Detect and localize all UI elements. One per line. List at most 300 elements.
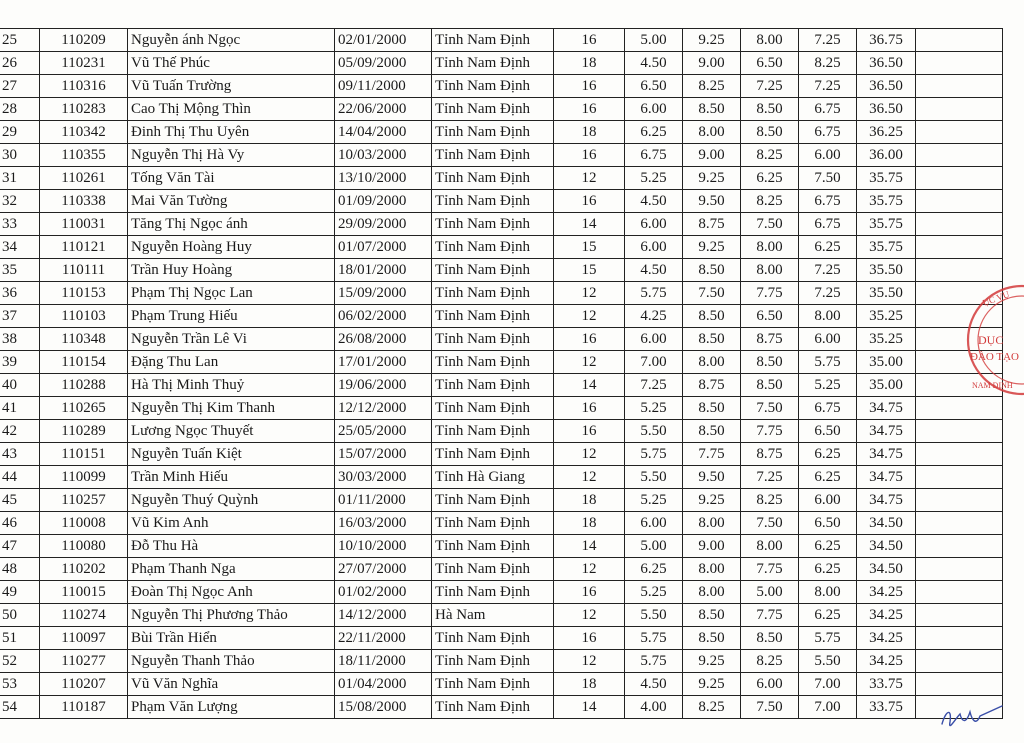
subject-code-cell: 16	[554, 581, 625, 604]
table-row	[0, 190, 1003, 213]
table-row	[0, 236, 1003, 259]
stamp-text-bottom: NAM ĐỊNH	[972, 381, 1013, 390]
results-table	[0, 28, 1003, 719]
student-name-cell: Vũ Văn Nghĩa	[128, 673, 335, 696]
score-3-cell: 6.00	[741, 673, 799, 696]
row-number-cell: 33	[0, 213, 40, 236]
score-3-cell: 8.25	[741, 489, 799, 512]
candidate-id-cell: 110274	[40, 604, 128, 627]
blank-cell	[916, 466, 1003, 489]
candidate-id-cell: 110283	[40, 98, 128, 121]
score-2-cell: 8.00	[683, 121, 741, 144]
total-score-cell: 35.50	[857, 259, 916, 282]
date-of-birth-cell: 19/06/2000	[335, 374, 432, 397]
table-row	[0, 696, 1003, 719]
score-3-cell: 7.50	[741, 397, 799, 420]
student-name-cell: Vũ Thế Phúc	[128, 52, 335, 75]
score-2-cell: 9.25	[683, 650, 741, 673]
total-score-cell: 34.25	[857, 650, 916, 673]
score-2-cell: 8.50	[683, 305, 741, 328]
score-2-cell: 8.75	[683, 374, 741, 397]
candidate-id-cell: 110277	[40, 650, 128, 673]
stamp-text-2: ĐÀO TẠO	[970, 351, 1019, 363]
subject-code-cell: 12	[554, 167, 625, 190]
date-of-birth-cell: 13/10/2000	[335, 167, 432, 190]
row-number-cell: 39	[0, 351, 40, 374]
blank-cell	[916, 144, 1003, 167]
total-score-cell: 36.75	[857, 29, 916, 52]
score-2-cell: 9.25	[683, 29, 741, 52]
blank-cell	[916, 489, 1003, 512]
subject-code-cell: 18	[554, 121, 625, 144]
candidate-id-cell: 110342	[40, 121, 128, 144]
score-1-cell: 4.50	[625, 190, 683, 213]
blank-cell	[916, 259, 1003, 282]
score-2-cell: 8.00	[683, 351, 741, 374]
score-4-cell: 5.50	[799, 650, 857, 673]
province-cell: Tỉnh Nam Định	[432, 282, 554, 305]
province-cell: Tỉnh Nam Định	[432, 650, 554, 673]
candidate-id-cell: 110153	[40, 282, 128, 305]
subject-code-cell: 12	[554, 604, 625, 627]
score-3-cell: 7.75	[741, 558, 799, 581]
total-score-cell: 35.25	[857, 305, 916, 328]
row-number-cell: 32	[0, 190, 40, 213]
candidate-id-cell: 110202	[40, 558, 128, 581]
subject-code-cell: 12	[554, 305, 625, 328]
row-number-cell: 26	[0, 52, 40, 75]
candidate-id-cell: 110154	[40, 351, 128, 374]
province-cell: Tỉnh Nam Định	[432, 144, 554, 167]
score-2-cell: 8.75	[683, 213, 741, 236]
student-name-cell: Mai Văn Tường	[128, 190, 335, 213]
total-score-cell: 35.25	[857, 328, 916, 351]
province-cell: Hà Nam	[432, 604, 554, 627]
score-2-cell: 8.50	[683, 259, 741, 282]
total-score-cell: 34.25	[857, 604, 916, 627]
score-3-cell: 5.00	[741, 581, 799, 604]
row-number-cell: 28	[0, 98, 40, 121]
student-name-cell: Nguyễn Trần Lê Vi	[128, 328, 335, 351]
score-3-cell: 7.50	[741, 696, 799, 719]
candidate-id-cell: 110231	[40, 52, 128, 75]
blank-cell	[916, 650, 1003, 673]
student-name-cell: Trần Huy Hoàng	[128, 259, 335, 282]
subject-code-cell: 14	[554, 696, 625, 719]
date-of-birth-cell: 14/04/2000	[335, 121, 432, 144]
date-of-birth-cell: 15/09/2000	[335, 282, 432, 305]
subject-code-cell: 16	[554, 144, 625, 167]
subject-code-cell: 12	[554, 351, 625, 374]
province-cell: Tỉnh Nam Định	[432, 305, 554, 328]
candidate-id-cell: 110338	[40, 190, 128, 213]
score-1-cell: 5.50	[625, 604, 683, 627]
province-cell: Tỉnh Nam Định	[432, 443, 554, 466]
score-2-cell: 9.25	[683, 489, 741, 512]
total-score-cell: 34.75	[857, 489, 916, 512]
date-of-birth-cell: 25/05/2000	[335, 420, 432, 443]
score-1-cell: 6.00	[625, 328, 683, 351]
official-red-stamp	[960, 282, 1024, 412]
stamp-text-top: ỤC VỤ	[981, 289, 1011, 308]
total-score-cell: 34.25	[857, 627, 916, 650]
province-cell: Tỉnh Nam Định	[432, 397, 554, 420]
total-score-cell: 34.50	[857, 558, 916, 581]
row-number-cell: 35	[0, 259, 40, 282]
date-of-birth-cell: 01/11/2000	[335, 489, 432, 512]
table-row	[0, 144, 1003, 167]
blank-cell	[916, 121, 1003, 144]
row-number-cell: 38	[0, 328, 40, 351]
candidate-id-cell: 110316	[40, 75, 128, 98]
score-1-cell: 6.25	[625, 558, 683, 581]
candidate-id-cell: 110080	[40, 535, 128, 558]
score-4-cell: 7.00	[799, 673, 857, 696]
blank-cell	[916, 604, 1003, 627]
row-number-cell: 53	[0, 673, 40, 696]
subject-code-cell: 12	[554, 282, 625, 305]
row-number-cell: 51	[0, 627, 40, 650]
table-row	[0, 121, 1003, 144]
date-of-birth-cell: 15/07/2000	[335, 443, 432, 466]
total-score-cell: 33.75	[857, 696, 916, 719]
province-cell: Tỉnh Nam Định	[432, 535, 554, 558]
score-3-cell: 8.50	[741, 121, 799, 144]
student-name-cell: Đoàn Thị Ngọc Anh	[128, 581, 335, 604]
score-1-cell: 5.25	[625, 167, 683, 190]
total-score-cell: 35.75	[857, 213, 916, 236]
total-score-cell: 35.50	[857, 282, 916, 305]
candidate-id-cell: 110103	[40, 305, 128, 328]
blank-cell	[916, 581, 1003, 604]
score-2-cell: 9.00	[683, 52, 741, 75]
score-4-cell: 6.75	[799, 190, 857, 213]
score-3-cell: 7.25	[741, 466, 799, 489]
row-number-cell: 30	[0, 144, 40, 167]
row-number-cell: 46	[0, 512, 40, 535]
blank-cell	[916, 98, 1003, 121]
score-1-cell: 4.50	[625, 52, 683, 75]
table-row	[0, 397, 1003, 420]
total-score-cell: 36.50	[857, 98, 916, 121]
score-4-cell: 6.50	[799, 512, 857, 535]
score-2-cell: 8.25	[683, 696, 741, 719]
row-number-cell: 34	[0, 236, 40, 259]
date-of-birth-cell: 14/12/2000	[335, 604, 432, 627]
candidate-id-cell: 110121	[40, 236, 128, 259]
score-3-cell: 8.75	[741, 328, 799, 351]
table-row	[0, 98, 1003, 121]
score-3-cell: 8.50	[741, 98, 799, 121]
student-name-cell: Trần Minh Hiếu	[128, 466, 335, 489]
student-name-cell: Nguyễn Thị Hà Vy	[128, 144, 335, 167]
date-of-birth-cell: 01/07/2000	[335, 236, 432, 259]
province-cell: Tỉnh Nam Định	[432, 52, 554, 75]
score-3-cell: 8.00	[741, 535, 799, 558]
candidate-id-cell: 110187	[40, 696, 128, 719]
student-name-cell: Đỗ Thu Hà	[128, 535, 335, 558]
score-1-cell: 6.00	[625, 98, 683, 121]
score-3-cell: 8.75	[741, 443, 799, 466]
row-number-cell: 50	[0, 604, 40, 627]
blank-cell	[916, 558, 1003, 581]
score-3-cell: 8.25	[741, 190, 799, 213]
score-3-cell: 7.25	[741, 75, 799, 98]
subject-code-cell: 12	[554, 443, 625, 466]
subject-code-cell: 16	[554, 420, 625, 443]
table-row	[0, 443, 1003, 466]
score-3-cell: 8.25	[741, 650, 799, 673]
total-score-cell: 36.50	[857, 52, 916, 75]
student-name-cell: Bùi Trần Hiển	[128, 627, 335, 650]
date-of-birth-cell: 22/11/2000	[335, 627, 432, 650]
score-1-cell: 5.25	[625, 397, 683, 420]
date-of-birth-cell: 01/04/2000	[335, 673, 432, 696]
student-name-cell: Đặng Thu Lan	[128, 351, 335, 374]
candidate-id-cell: 110265	[40, 397, 128, 420]
blank-cell	[916, 535, 1003, 558]
student-name-cell: Phạm Trung Hiếu	[128, 305, 335, 328]
subject-code-cell: 16	[554, 627, 625, 650]
score-4-cell: 7.25	[799, 29, 857, 52]
table-row	[0, 259, 1003, 282]
province-cell: Tỉnh Nam Định	[432, 121, 554, 144]
score-1-cell: 6.00	[625, 213, 683, 236]
total-score-cell: 36.00	[857, 144, 916, 167]
row-number-cell: 45	[0, 489, 40, 512]
score-4-cell: 8.00	[799, 581, 857, 604]
table-row	[0, 627, 1003, 650]
row-number-cell: 31	[0, 167, 40, 190]
table-row	[0, 305, 1003, 328]
province-cell: Tỉnh Nam Định	[432, 213, 554, 236]
score-2-cell: 7.75	[683, 443, 741, 466]
student-name-cell: Phạm Văn Lượng	[128, 696, 335, 719]
row-number-cell: 29	[0, 121, 40, 144]
province-cell: Tỉnh Nam Định	[432, 696, 554, 719]
province-cell: Tỉnh Nam Định	[432, 190, 554, 213]
score-4-cell: 6.75	[799, 397, 857, 420]
score-3-cell: 8.50	[741, 351, 799, 374]
date-of-birth-cell: 06/02/2000	[335, 305, 432, 328]
row-number-cell: 41	[0, 397, 40, 420]
date-of-birth-cell: 01/09/2000	[335, 190, 432, 213]
score-1-cell: 5.25	[625, 489, 683, 512]
blank-cell	[916, 213, 1003, 236]
score-2-cell: 9.25	[683, 236, 741, 259]
candidate-id-cell: 110355	[40, 144, 128, 167]
score-3-cell: 6.50	[741, 305, 799, 328]
row-number-cell: 49	[0, 581, 40, 604]
table-row	[0, 604, 1003, 627]
score-2-cell: 9.50	[683, 190, 741, 213]
score-2-cell: 8.50	[683, 397, 741, 420]
candidate-id-cell: 110008	[40, 512, 128, 535]
subject-code-cell: 16	[554, 75, 625, 98]
score-2-cell: 8.50	[683, 420, 741, 443]
score-4-cell: 7.25	[799, 282, 857, 305]
total-score-cell: 34.50	[857, 512, 916, 535]
subject-code-cell: 18	[554, 512, 625, 535]
candidate-id-cell: 110097	[40, 627, 128, 650]
score-2-cell: 8.25	[683, 75, 741, 98]
score-4-cell: 6.50	[799, 420, 857, 443]
student-name-cell: Cao Thị Mộng Thìn	[128, 98, 335, 121]
score-3-cell: 6.25	[741, 167, 799, 190]
score-1-cell: 6.50	[625, 75, 683, 98]
score-4-cell: 6.25	[799, 604, 857, 627]
student-name-cell: Nguyễn Thanh Thảo	[128, 650, 335, 673]
province-cell: Tỉnh Nam Định	[432, 236, 554, 259]
student-name-cell: Phạm Thị Ngọc Lan	[128, 282, 335, 305]
score-1-cell: 7.00	[625, 351, 683, 374]
student-name-cell: Tống Văn Tài	[128, 167, 335, 190]
score-4-cell: 6.75	[799, 213, 857, 236]
province-cell: Tỉnh Nam Định	[432, 581, 554, 604]
date-of-birth-cell: 12/12/2000	[335, 397, 432, 420]
student-name-cell: Vũ Kim Anh	[128, 512, 335, 535]
student-name-cell: Nguyễn Thị Kim Thanh	[128, 397, 335, 420]
score-2-cell: 8.50	[683, 627, 741, 650]
total-score-cell: 36.50	[857, 75, 916, 98]
row-number-cell: 42	[0, 420, 40, 443]
score-1-cell: 5.75	[625, 282, 683, 305]
score-1-cell: 7.25	[625, 374, 683, 397]
score-3-cell: 8.50	[741, 374, 799, 397]
candidate-id-cell: 110209	[40, 29, 128, 52]
score-1-cell: 4.50	[625, 673, 683, 696]
student-name-cell: Nguyễn Tuấn Kiệt	[128, 443, 335, 466]
subject-code-cell: 14	[554, 213, 625, 236]
province-cell: Tỉnh Nam Định	[432, 75, 554, 98]
province-cell: Tỉnh Nam Định	[432, 558, 554, 581]
total-score-cell: 34.75	[857, 443, 916, 466]
province-cell: Tỉnh Nam Định	[432, 328, 554, 351]
score-4-cell: 6.25	[799, 466, 857, 489]
score-2-cell: 8.00	[683, 581, 741, 604]
subject-code-cell: 12	[554, 650, 625, 673]
row-number-cell: 47	[0, 535, 40, 558]
student-name-cell: Lương Ngọc Thuyết	[128, 420, 335, 443]
total-score-cell: 33.75	[857, 673, 916, 696]
student-name-cell: Nguyễn Thị Phương Thảo	[128, 604, 335, 627]
date-of-birth-cell: 05/09/2000	[335, 52, 432, 75]
score-2-cell: 8.50	[683, 98, 741, 121]
date-of-birth-cell: 26/08/2000	[335, 328, 432, 351]
score-1-cell: 5.50	[625, 420, 683, 443]
province-cell: Tỉnh Nam Định	[432, 259, 554, 282]
province-cell: Tỉnh Nam Định	[432, 98, 554, 121]
score-3-cell: 8.00	[741, 29, 799, 52]
score-2-cell: 7.50	[683, 282, 741, 305]
table-row	[0, 374, 1003, 397]
score-1-cell: 5.75	[625, 650, 683, 673]
table-row	[0, 581, 1003, 604]
table-row	[0, 512, 1003, 535]
row-number-cell: 25	[0, 29, 40, 52]
blank-cell	[916, 167, 1003, 190]
row-number-cell: 37	[0, 305, 40, 328]
table-row	[0, 351, 1003, 374]
score-1-cell: 5.00	[625, 535, 683, 558]
handwritten-signature	[936, 700, 1006, 736]
row-number-cell: 44	[0, 466, 40, 489]
score-4-cell: 7.50	[799, 167, 857, 190]
date-of-birth-cell: 09/11/2000	[335, 75, 432, 98]
score-1-cell: 6.25	[625, 121, 683, 144]
subject-code-cell: 16	[554, 29, 625, 52]
subject-code-cell: 18	[554, 673, 625, 696]
score-1-cell: 5.25	[625, 581, 683, 604]
table-row	[0, 167, 1003, 190]
score-4-cell: 5.75	[799, 351, 857, 374]
subject-code-cell: 18	[554, 489, 625, 512]
subject-code-cell: 12	[554, 558, 625, 581]
province-cell: Tỉnh Nam Định	[432, 374, 554, 397]
total-score-cell: 34.50	[857, 535, 916, 558]
candidate-id-cell: 110151	[40, 443, 128, 466]
blank-cell	[916, 52, 1003, 75]
candidate-id-cell: 110289	[40, 420, 128, 443]
score-4-cell: 5.75	[799, 627, 857, 650]
score-4-cell: 8.25	[799, 52, 857, 75]
score-4-cell: 5.25	[799, 374, 857, 397]
score-1-cell: 5.50	[625, 466, 683, 489]
date-of-birth-cell: 15/08/2000	[335, 696, 432, 719]
score-3-cell: 6.50	[741, 52, 799, 75]
score-3-cell: 7.75	[741, 282, 799, 305]
stamp-text-1: DỤC	[978, 333, 1004, 347]
province-cell: Tỉnh Hà Giang	[432, 466, 554, 489]
province-cell: Tỉnh Nam Định	[432, 351, 554, 374]
row-number-cell: 43	[0, 443, 40, 466]
blank-cell	[916, 75, 1003, 98]
table-row	[0, 29, 1003, 52]
table-row	[0, 213, 1003, 236]
score-3-cell: 8.50	[741, 627, 799, 650]
row-number-cell: 52	[0, 650, 40, 673]
table-row	[0, 420, 1003, 443]
province-cell: Tỉnh Nam Định	[432, 512, 554, 535]
candidate-id-cell: 110207	[40, 673, 128, 696]
score-2-cell: 9.50	[683, 466, 741, 489]
score-1-cell: 6.00	[625, 236, 683, 259]
score-4-cell: 6.00	[799, 328, 857, 351]
date-of-birth-cell: 17/01/2000	[335, 351, 432, 374]
score-4-cell: 6.75	[799, 98, 857, 121]
total-score-cell: 35.75	[857, 167, 916, 190]
student-name-cell: Nguyễn Hoàng Huy	[128, 236, 335, 259]
blank-cell	[916, 236, 1003, 259]
score-2-cell: 8.50	[683, 328, 741, 351]
date-of-birth-cell: 30/03/2000	[335, 466, 432, 489]
score-2-cell: 9.25	[683, 673, 741, 696]
score-2-cell: 9.25	[683, 167, 741, 190]
student-name-cell: Nguyễn ánh Ngọc	[128, 29, 335, 52]
subject-code-cell: 18	[554, 52, 625, 75]
date-of-birth-cell: 01/02/2000	[335, 581, 432, 604]
blank-cell	[916, 627, 1003, 650]
total-score-cell: 34.75	[857, 466, 916, 489]
score-4-cell: 6.25	[799, 535, 857, 558]
candidate-id-cell: 110288	[40, 374, 128, 397]
score-4-cell: 6.75	[799, 121, 857, 144]
table-row	[0, 673, 1003, 696]
blank-cell	[916, 512, 1003, 535]
score-2-cell: 8.50	[683, 604, 741, 627]
province-cell: Tỉnh Nam Định	[432, 420, 554, 443]
student-name-cell: Đinh Thị Thu Uyên	[128, 121, 335, 144]
